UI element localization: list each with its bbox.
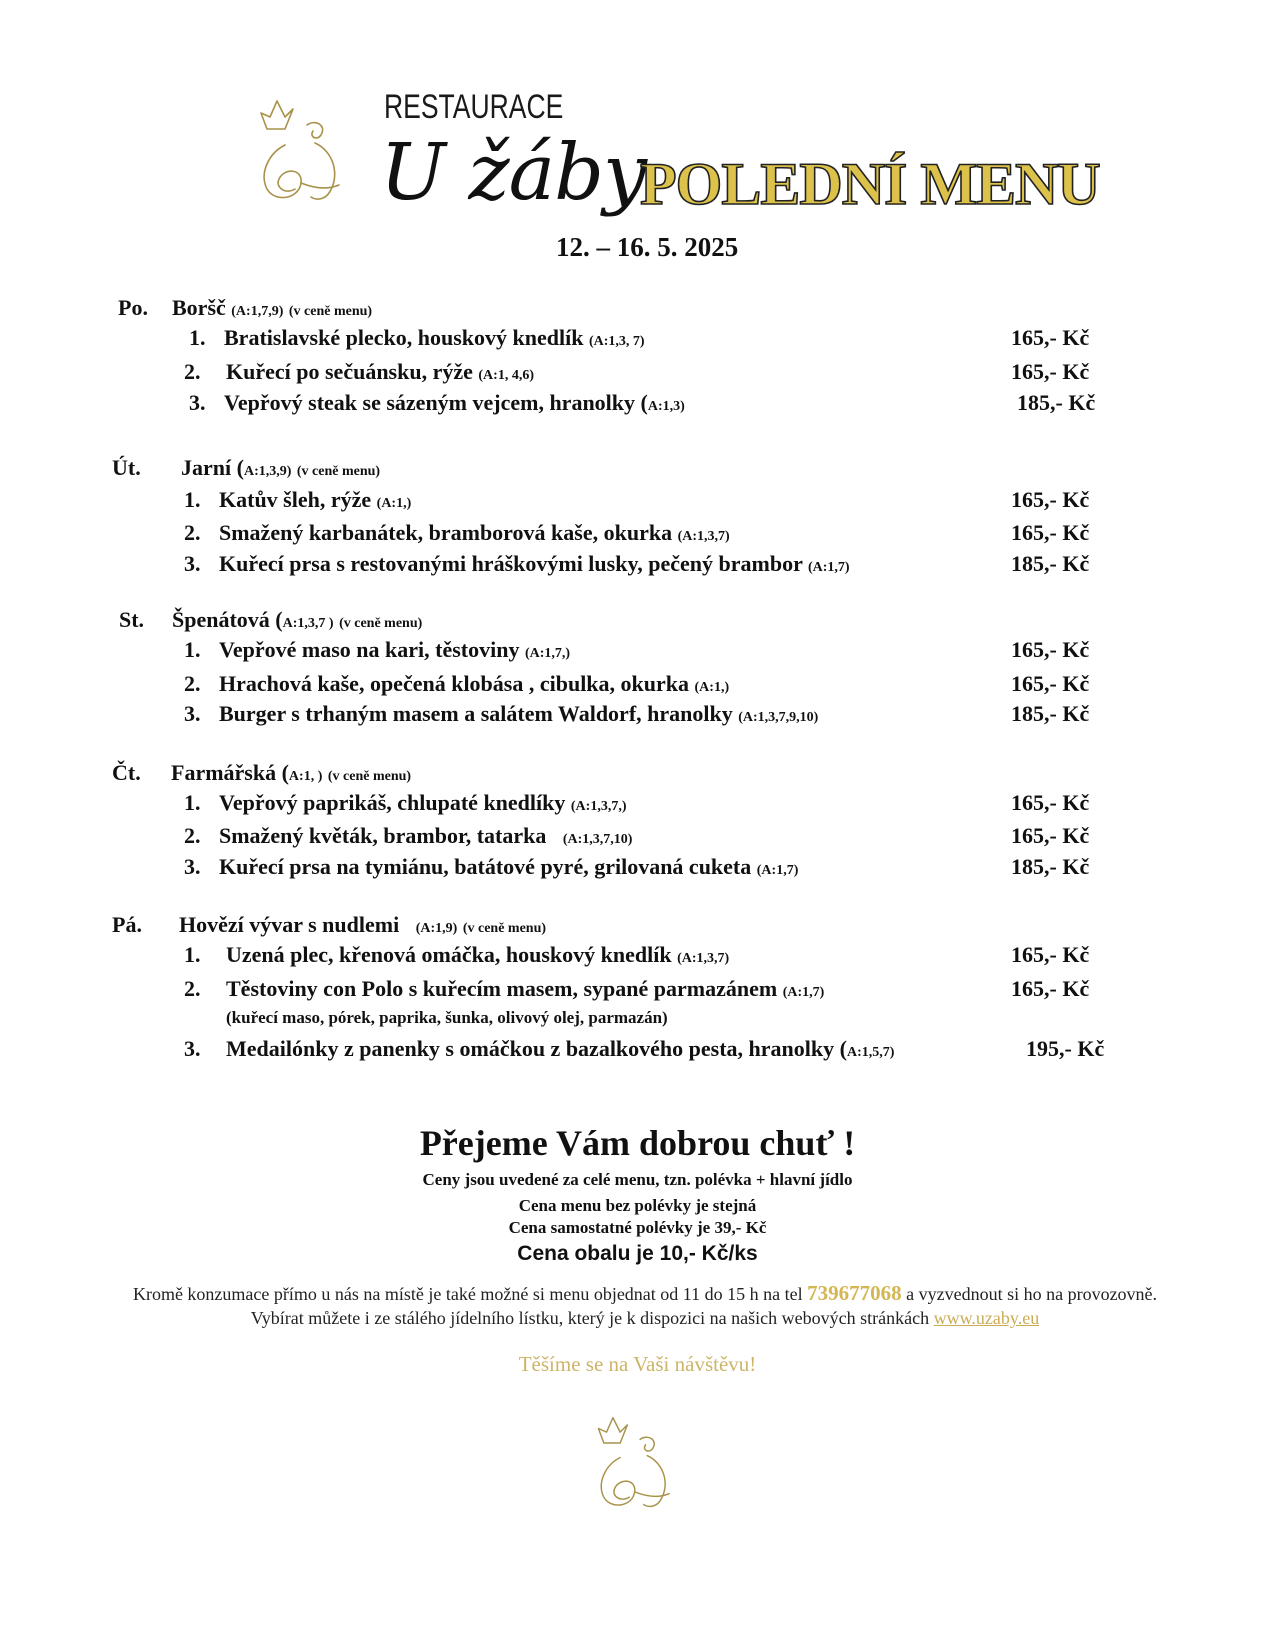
item-name: Uzená plec, křenová omáčka, houskový knedlík <box>226 942 672 967</box>
item-number: 1. <box>184 790 201 815</box>
soup-line <box>181 455 380 481</box>
menu-item <box>219 520 730 546</box>
item-price: 165,- Kč <box>1011 823 1090 848</box>
soup-allergens: (A:1,9) <box>415 921 458 936</box>
soup-note: (v ceně menu) <box>339 616 423 631</box>
soup-allergens: A:1, ) <box>288 769 323 784</box>
item-ingredients-note: (kuřecí maso, pórek, paprika, šunka, olivový olej, parmazán) <box>226 1008 668 1027</box>
soup-name: Jarní ( <box>181 455 244 480</box>
item-name: Katův šleh, rýže <box>219 487 372 512</box>
soup-name: Špenátová ( <box>172 607 283 632</box>
item-number: 2. <box>184 976 201 1001</box>
soup-name: Hovězí vývar s nudlemi <box>179 912 400 937</box>
frog-crown-logo-icon <box>593 1412 679 1512</box>
soup-line <box>172 607 422 633</box>
menu-item <box>219 701 818 727</box>
soup-note: (v ceně menu) <box>462 921 547 936</box>
item-allergens: (A:1,7,) <box>524 646 571 661</box>
item-price: 195,- Kč <box>1026 1036 1105 1061</box>
day-label: Út. <box>112 455 141 480</box>
soup-allergens: A:1,3,7 ) <box>282 616 334 631</box>
soup-line <box>179 912 546 938</box>
item-price: 165,- Kč <box>1011 520 1090 545</box>
item-name: Vepřové maso na kari, těstoviny <box>219 637 520 662</box>
item-price: 165,- Kč <box>1011 487 1090 512</box>
price-note: Cena menu bez polévky je stejná <box>518 1196 757 1215</box>
order-info-text: Kromě konzumace přímo u nás na místě je také možné si menu objednat od 11 do 15 h na tel <box>132 1284 803 1304</box>
frog-crown-logo-icon <box>255 95 350 205</box>
item-number: 2. <box>184 520 201 545</box>
item-price: 165,- Kč <box>1011 976 1090 1001</box>
day-label: Pá. <box>112 912 142 937</box>
soup-line <box>171 760 411 786</box>
item-allergens: A:1,3) <box>647 399 685 414</box>
item-name: Smažený květák, brambor, tatarka <box>219 823 547 848</box>
page-title: POLEDNÍ MENU <box>640 151 1100 217</box>
menu-item <box>219 487 411 513</box>
item-name: Kuřecí prsa s restovanými hráškovými lusky, pečený brambor <box>219 551 803 576</box>
soup-line <box>172 295 372 321</box>
item-name: Vepřový steak se sázeným vejcem, hranolky ( <box>224 390 648 415</box>
item-price: 185,- Kč <box>1011 854 1090 879</box>
item-allergens: (A:1,7) <box>756 863 799 878</box>
item-number: 3. <box>189 390 206 415</box>
see-you-message: Těšíme se na Vaši návštěvu! <box>518 1352 757 1376</box>
item-allergens: (A:1,3,7) <box>677 529 730 544</box>
menu-item <box>219 551 850 577</box>
item-allergens: (A:1, 4,6) <box>478 368 534 383</box>
restaurant-label: RESTAURACE <box>384 88 564 126</box>
price-note: Ceny jsou uvedené za celé menu, tzn. polévka + hlavní jídlo <box>422 1170 853 1189</box>
item-number: 2. <box>184 823 201 848</box>
item-price: 165,- Kč <box>1011 942 1090 967</box>
item-number: 1. <box>184 942 201 967</box>
item-number: 3. <box>184 701 201 726</box>
menu-item <box>226 942 729 968</box>
price-note: Cena samostatné polévky je 39,- Kč <box>508 1218 767 1237</box>
day-label: St. <box>119 607 145 632</box>
soup-allergens: A:1,3,9) <box>243 464 292 479</box>
item-allergens: (A:1,) <box>376 496 412 511</box>
day-label: Čt. <box>112 760 141 785</box>
item-number: 3. <box>184 1036 201 1061</box>
item-name: Medailónky z panenky s omáčkou z bazalkového pesta, hranolky ( <box>226 1036 847 1061</box>
soup-note: (v ceně menu) <box>327 769 412 784</box>
order-info <box>120 1281 1170 1330</box>
item-name: Burger s trhaným masem a salátem Waldorf, hranolky <box>219 701 733 726</box>
soup-name: Farmářská ( <box>171 760 289 785</box>
item-allergens: (A:1,3,7,10) <box>562 832 633 847</box>
menu-item <box>219 790 627 816</box>
item-number: 1. <box>184 637 201 662</box>
item-price: 165,- Kč <box>1011 325 1090 350</box>
soup-allergens: (A:1,7,9) <box>231 304 284 319</box>
item-allergens: (A:1,7) <box>782 985 825 1000</box>
item-allergens: (A:1,3, 7) <box>588 334 645 349</box>
item-allergens: (A:1,7) <box>807 560 850 575</box>
item-allergens: (A:1,3,7) <box>677 951 730 966</box>
soup-name: Boršč <box>172 295 226 320</box>
item-number: 1. <box>189 325 206 350</box>
item-name: Těstoviny con Polo s kuřecím masem, sypané parmazánem <box>226 976 778 1001</box>
closing-wish: Přejeme Vám dobrou chuť ! <box>419 1123 856 1163</box>
menu-item <box>219 854 798 880</box>
item-number: 3. <box>184 551 201 576</box>
item-price: 185,- Kč <box>1017 390 1096 415</box>
item-name: Kuřecí prsa na tymiánu, batátové pyré, grilovaná cuketa <box>219 854 752 879</box>
item-allergens: (A:1,3,7,9,10) <box>738 710 819 725</box>
item-price: 165,- Kč <box>1011 359 1090 384</box>
menu-item <box>226 976 824 1002</box>
item-price: 165,- Kč <box>1011 671 1090 696</box>
item-price: 185,- Kč <box>1011 701 1090 726</box>
item-name: Bratislavské plecko, houskový knedlík <box>224 325 584 350</box>
menu-item <box>224 390 685 416</box>
menu-item <box>219 823 632 849</box>
item-number: 2. <box>184 671 201 696</box>
item-name: Hrachová kaše, opečená klobása , cibulka, okurka <box>219 671 690 696</box>
item-price: 165,- Kč <box>1011 790 1090 815</box>
website-link[interactable]: www.uzaby.eu <box>933 1308 1040 1328</box>
order-info-text: a vyzvednout si ho na provozovně. Vybírat můžete i ze stálého jídelního lístku, který je k dispozici na našich webových stránkách <box>250 1284 1158 1328</box>
item-allergens: A:1,5,7) <box>846 1045 895 1060</box>
week-date: 12. – 16. 5. 2025 <box>556 232 739 262</box>
packaging-price: Cena obalu je 10,- Kč/ks <box>517 1242 758 1265</box>
item-allergens: (A:1,3,7,) <box>570 799 627 814</box>
phone-number[interactable]: 739677068 <box>807 1281 902 1305</box>
menu-item <box>226 359 534 385</box>
item-price: 185,- Kč <box>1011 551 1090 576</box>
item-number: 3. <box>184 854 201 879</box>
item-name: Vepřový paprikáš, chlupaté knedlíky <box>219 790 566 815</box>
menu-item <box>226 1036 894 1062</box>
item-name: Kuřecí po sečuánsku, rýže <box>226 359 473 384</box>
restaurant-name: U žáby <box>380 128 647 218</box>
item-number: 2. <box>184 359 201 384</box>
item-name: Smažený karbanátek, bramborová kaše, okurka <box>219 520 673 545</box>
menu-item <box>219 671 729 697</box>
day-label: Po. <box>118 295 148 320</box>
menu-item <box>224 325 645 351</box>
item-number: 1. <box>184 487 201 512</box>
soup-note: (v ceně menu) <box>288 304 373 319</box>
item-price: 165,- Kč <box>1011 637 1090 662</box>
soup-note: (v ceně menu) <box>296 464 381 479</box>
menu-item <box>219 637 570 663</box>
item-allergens: (A:1,) <box>694 680 730 695</box>
